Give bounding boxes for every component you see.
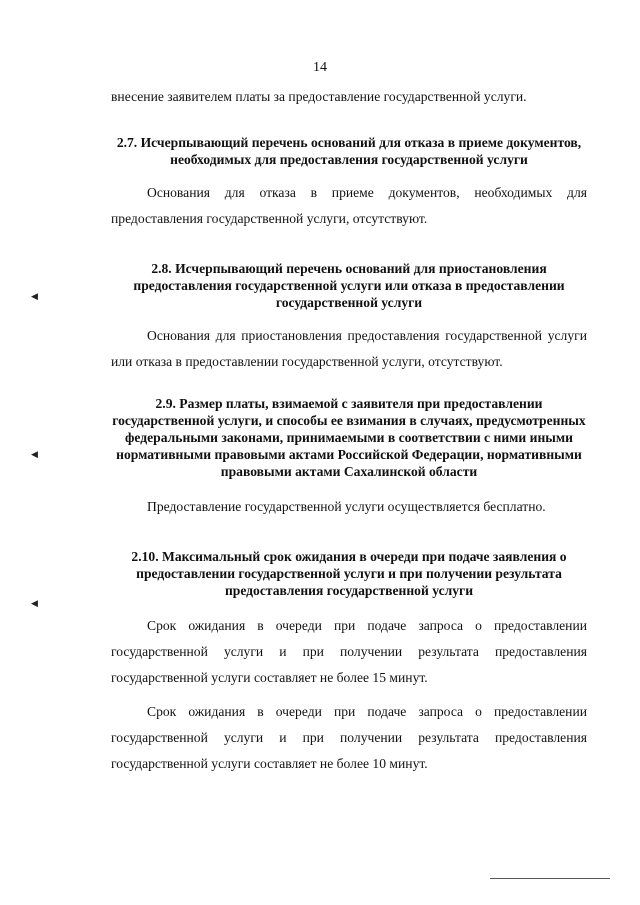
page-number: 14 [313,60,327,75]
section-2-9 [111,395,587,520]
arrow-left-mark-icon: ◀ [31,598,38,608]
section-paragraph: Предоставление государственной услуги осуществляется бесплатно. [147,499,546,514]
section-paragraph: Основания для приостановления предоставления государственной услуги или отказа в предоставлении государственной услуги, отсутствуют. [111,328,587,369]
section-2-10 [111,548,587,777]
document-body [111,84,587,777]
arrow-left-mark-icon: ◀ [31,449,38,459]
section-heading: 2.10. Максимальный срок ожидания в очереди при подаче заявления о предоставлении государственной услуги и при получении результата предоставления государственной услуги [131,549,567,598]
section-paragraph: Срок ожидания в очереди при подаче запроса о предоставлении государственной услуги и при получении результата предоставления государственной услуги составляет не более 15 минут. [111,618,587,685]
intro-paragraph: внесение заявителем платы за предоставление государственной услуги. [111,89,527,104]
section-heading: 2.8. Исчерпывающий перечень оснований для приостановления предоставления государственной услуги или отказа в предоставлении государственной услуги [133,261,565,310]
arrow-left-mark-icon: ◀ [31,291,38,301]
section-heading: 2.9. Размер платы, взимаемой с заявителя при предоставлении государственной услуги, и способы ее взимания в случаях, предусмотренных федеральными законами, принимаемыми в соответствии с ними иными нормативными правовыми актами Российской Федерации, нормативными правовыми актами Сахалинской области [112,396,586,479]
section-heading: 2.7. Исчерпывающий перечень оснований для отказа в приеме документов, необходимых для предоставления государственной услуги [116,135,582,167]
section-2-8 [111,260,587,375]
footer-line [490,878,610,879]
section-paragraph: Основания для отказа в приеме документов, необходимых для предоставления государственной услуги, отсутствуют. [111,185,587,226]
section-paragraph: Срок ожидания в очереди при подаче запроса о предоставлении государственной услуги и при получении результата предоставления государственной услуги составляет не более 10 минут. [111,704,587,771]
section-2-7 [111,134,587,232]
